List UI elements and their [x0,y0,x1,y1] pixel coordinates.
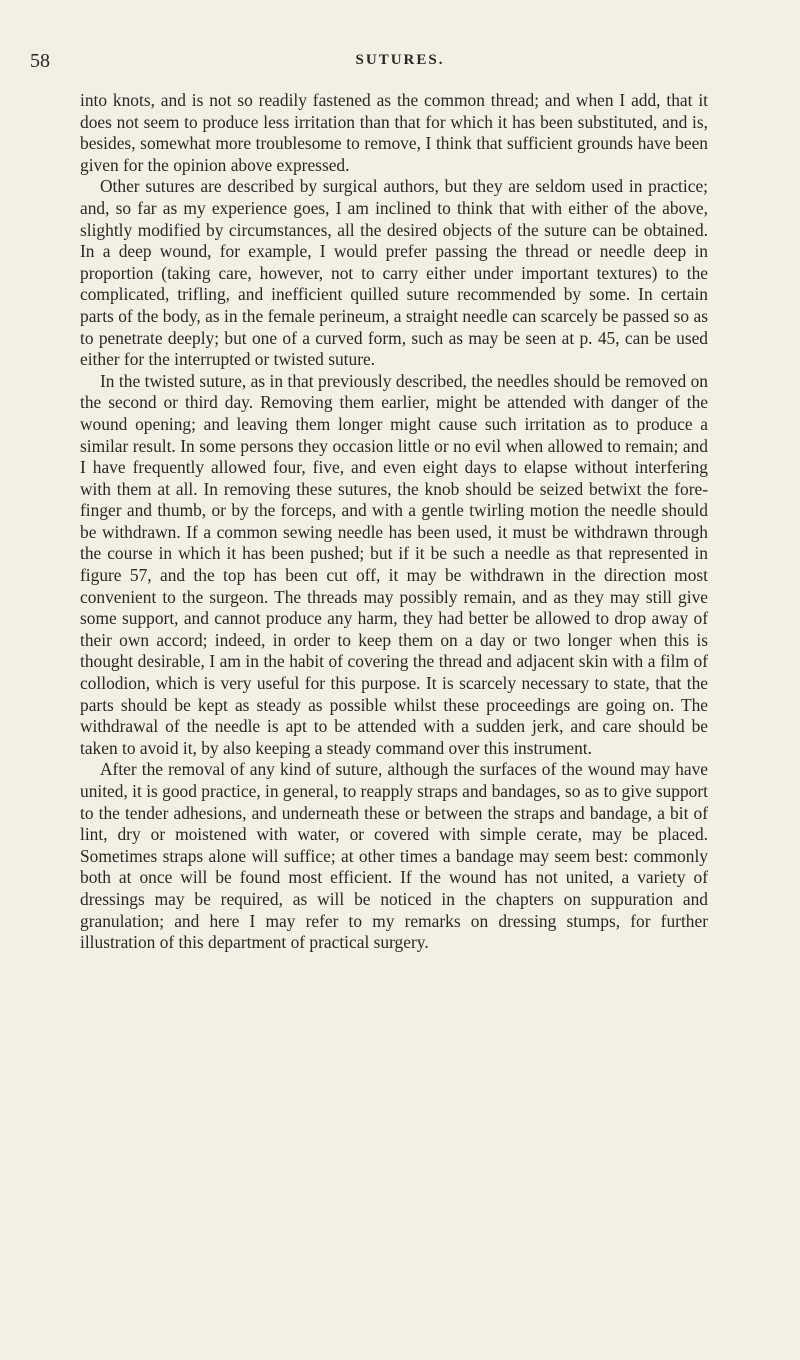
page-number: 58 [30,50,50,72]
running-title: SUTURES. [355,52,445,68]
paragraph-continuation: into knots, and is not so readily fastened as the common thread; and when I add, that it does not seem to produce less irritation than that for which it has been substituted, and is, besides, somewhat more troublesome to remove, I think that sufficient grounds have been given for the opinion above expressed. [80,90,708,175]
page-header [30,50,770,76]
paragraph-other-sutures: Other sutures are described by surgical authors, but they are seldom used in practice; and, so far as my experience goes, I am inclined to think that with either of the above, slightly modified by circumstances, all the desired objects of the suture can be obtained. In a deep wound, for example, I would prefer passing the thread or needle deep in proportion (taking care, however, not to carry either under important textures) to the complicated, trifling, and inefficient quilled suture recommended by some. In certain parts of the body, as in the female perineum, a straight needle can scarcely be passed so as to penetrate deeply; but one of a curved form, such as may be seen at p. 45, can be used either for the interrupted or twisted suture. [80,176,708,370]
paragraph-after-removal: After the removal of any kind of suture, although the surfaces of the wound may have united, it is good practice, in general, to reapply straps and bandages, so as to give support to the tender adhesions, and underneath these or between the straps and bandage, a bit of lint, dry or moistened with water, or covered with simple cerate, may be placed. Sometimes straps alone will suffice; at other times a bandage may seem best: commonly both at once will be found most efficient. If the wound has not united, a variety of dressings may be required, as will be noticed in the chapters on suppuration and granulation; and here I may refer to my remarks on dressing stumps, for further illustration of this department of practical surgery. [80,759,708,953]
paragraph-twisted-suture: In the twisted suture, as in that previously described, the needles should be removed on the second or third day. Removing them earlier, might be attended with danger of the wound opening; and leaving them longer might cause such irritation as to produce a similar result. In some persons they occasion little or no evil when allowed to remain; and I have frequently allowed four, five, and even eight days to elapse without interfering with them at all. In removing these sutures, the knob should be seized betwixt the fore-finger and thumb, or by the forceps, and with a gentle twirling motion the needle should be withdrawn. If a common sewing needle has been used, it must be withdrawn through the course in which it has been pushed; but if it be such a needle as that represented in figure 57, and the top has been cut off, it may be withdrawn in the direction most convenient to the surgeon. The threads may possibly remain, and as they may still give some support, and cannot produce any harm, they had better be allowed to drop away of their own accord; indeed, in order to keep them on a day or two longer when this is thought desirable, I am in the habit of covering the thread and adjacent skin with a film of collodion, which is very useful for this purpose. It is scarcely necessary to state, that the parts should be kept as steady as possible whilst these proceedings are going on. The withdrawal of the needle is apt to be attended with a sudden jerk, and care should be taken to avoid it, by also keeping a steady command over this instrument. [80,370,708,758]
body-text [80,90,708,954]
